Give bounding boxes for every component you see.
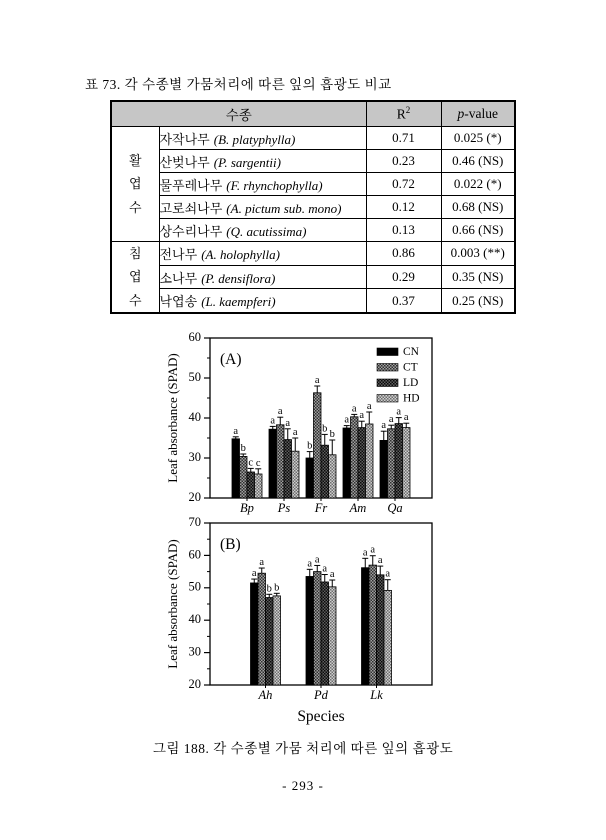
svg-text:30: 30 <box>188 644 201 659</box>
svg-text:40: 40 <box>188 612 201 627</box>
group-broadleaf-label: 활엽수 <box>128 152 142 215</box>
svg-text:Ps: Ps <box>277 501 291 515</box>
svg-text:a: a <box>277 406 283 418</box>
svg-text:b: b <box>329 429 335 440</box>
svg-text:b: b <box>322 423 328 435</box>
p-value: 0.003 (**) <box>441 242 515 266</box>
svg-text:b: b <box>240 443 246 454</box>
p-value: 0.35 (NS) <box>441 265 515 289</box>
svg-text:a: a <box>403 412 409 424</box>
table-row <box>111 173 515 196</box>
svg-text:a: a <box>351 403 357 415</box>
svg-text:Fr: Fr <box>314 501 328 515</box>
legend-swatch-cn <box>377 348 398 356</box>
species-latin: (F. rhynchophylla) <box>226 177 323 193</box>
svg-text:a: a <box>344 414 350 426</box>
table-row <box>111 127 515 150</box>
svg-text:a: a <box>314 375 320 386</box>
species-cell <box>159 265 366 289</box>
r2-value: 0.86 <box>366 242 441 266</box>
svg-text:60: 60 <box>188 332 201 344</box>
svg-text:Lk: Lk <box>370 688 383 702</box>
species-regression-table <box>110 100 516 314</box>
group-broadleaf-cell <box>111 127 159 242</box>
species-latin: (P. sargentii) <box>213 154 281 170</box>
species-cell <box>159 219 366 242</box>
bar-chart-panel-b <box>165 517 435 725</box>
p-value: 0.025 (*) <box>441 127 515 150</box>
svg-text:20: 20 <box>188 676 201 691</box>
species-latin: (P. densiflora) <box>201 270 276 286</box>
svg-text:a: a <box>388 414 394 426</box>
svg-text:Ah: Ah <box>258 688 273 702</box>
svg-text:40: 40 <box>188 409 201 424</box>
r2-value: 0.23 <box>366 150 441 173</box>
table-row <box>111 196 515 219</box>
svg-text:a: a <box>366 401 372 412</box>
svg-text:a: a <box>370 544 376 556</box>
svg-text:20: 20 <box>188 489 201 504</box>
svg-text:a: a <box>233 425 239 437</box>
species-cell <box>159 150 366 173</box>
svg-text:50: 50 <box>188 579 201 594</box>
svg-text:c: c <box>248 457 254 469</box>
species-latin: (A. holophylla) <box>201 246 280 262</box>
svg-text:a: a <box>377 555 383 567</box>
svg-text:70: 70 <box>188 517 201 529</box>
species-cell <box>159 127 366 150</box>
svg-text:a: a <box>251 568 257 580</box>
svg-text:Am: Am <box>349 501 367 515</box>
species-cell <box>159 242 366 266</box>
p-value: 0.25 (NS) <box>441 289 515 313</box>
legend-swatch-ld <box>377 379 398 387</box>
r2-base: R <box>396 106 406 122</box>
svg-text:a: a <box>329 569 335 581</box>
svg-text:b: b <box>266 583 272 595</box>
svg-text:Leaf absorbance (SPAD): Leaf absorbance (SPAD) <box>165 539 180 669</box>
group-conifer-cell <box>111 242 159 314</box>
svg-text:60: 60 <box>188 547 201 562</box>
species-cell <box>159 173 366 196</box>
species-latin: (L. kaempferi) <box>201 294 276 310</box>
p-value: 0.68 (NS) <box>441 196 515 219</box>
species-cell <box>159 289 366 313</box>
svg-text:a: a <box>385 568 391 580</box>
svg-text:a: a <box>314 554 320 566</box>
table-header-row <box>111 101 515 127</box>
species-korean: 낙엽송 <box>159 294 198 310</box>
svg-text:(A): (A) <box>220 351 242 368</box>
species-korean: 상수리나무 <box>159 223 223 239</box>
svg-text:(B): (B) <box>220 536 241 553</box>
svg-text:a: a <box>362 547 368 559</box>
r2-value: 0.12 <box>366 196 441 219</box>
legend-swatch-ct <box>377 364 398 372</box>
svg-text:CN: CN <box>403 346 419 358</box>
bar-chart-panel-a <box>165 332 435 518</box>
svg-text:a: a <box>396 406 402 418</box>
svg-text:LD: LD <box>403 377 419 389</box>
r2-value: 0.29 <box>366 265 441 289</box>
svg-text:Pd: Pd <box>314 688 328 702</box>
svg-text:30: 30 <box>188 449 201 464</box>
svg-text:a: a <box>259 557 265 569</box>
species-latin: (B. platyphylla) <box>213 131 296 147</box>
figure-caption: 그림 188. 각 수종별 가뭄 처리에 따른 잎의 흡광도 <box>152 741 454 756</box>
species-latin: (Q. acutissima) <box>226 223 307 239</box>
species-korean: 전나무 <box>159 246 198 262</box>
species-korean: 산벚나무 <box>159 154 210 170</box>
svg-text:Qa: Qa <box>387 501 403 515</box>
p-value: 0.022 (*) <box>441 173 515 196</box>
svg-text:a: a <box>322 563 328 575</box>
page-number: - 293 - <box>282 778 324 793</box>
species-korean: 고로쇠나무 <box>159 200 223 216</box>
r2-value: 0.72 <box>366 173 441 196</box>
r2-sup: 2 <box>405 105 411 116</box>
svg-text:Leaf absorbance (SPAD): Leaf absorbance (SPAD) <box>165 353 180 483</box>
r2-value: 0.37 <box>366 289 441 313</box>
svg-text:a: a <box>270 415 276 427</box>
svg-text:c: c <box>255 457 261 469</box>
col-header-species <box>111 101 366 127</box>
legend-swatch-hd <box>377 395 398 403</box>
svg-text:a: a <box>285 417 291 429</box>
species-korean: 소나무 <box>159 270 198 286</box>
r2-value: 0.13 <box>366 219 441 242</box>
p-italic: p <box>457 106 465 121</box>
species-cell <box>159 196 366 219</box>
svg-text:CT: CT <box>403 361 418 374</box>
svg-text:b: b <box>307 440 313 452</box>
svg-text:Species: Species <box>297 708 345 725</box>
col-header-species-label: 수종 <box>225 108 252 123</box>
svg-text:a: a <box>307 558 313 570</box>
group-conifer-label: 침엽수 <box>128 246 142 308</box>
table-row <box>111 289 515 313</box>
r2-value: 0.71 <box>366 127 441 150</box>
svg-text:a: a <box>381 420 387 432</box>
table-row <box>111 242 515 266</box>
table-row <box>111 150 515 173</box>
svg-text:a: a <box>292 427 298 438</box>
species-latin: (A. pictum sub. mono) <box>226 200 342 216</box>
table-title: 표 73. 각 수종별 가뭄처리에 따른 잎의 흡광도 비교 <box>85 77 392 92</box>
p-rest: -value <box>464 106 498 121</box>
svg-text:Bp: Bp <box>240 501 254 515</box>
col-header-r2 <box>366 101 441 127</box>
species-korean: 물푸레나무 <box>159 177 223 193</box>
p-value: 0.66 (NS) <box>441 219 515 242</box>
svg-text:50: 50 <box>188 369 201 384</box>
svg-text:b: b <box>274 582 280 594</box>
table-row <box>111 219 515 242</box>
col-header-pvalue <box>441 101 515 127</box>
svg-text:a: a <box>359 410 365 422</box>
p-value: 0.46 (NS) <box>441 150 515 173</box>
svg-text:HD: HD <box>403 392 420 405</box>
table-row <box>111 265 515 289</box>
species-korean: 자작나무 <box>159 131 210 147</box>
